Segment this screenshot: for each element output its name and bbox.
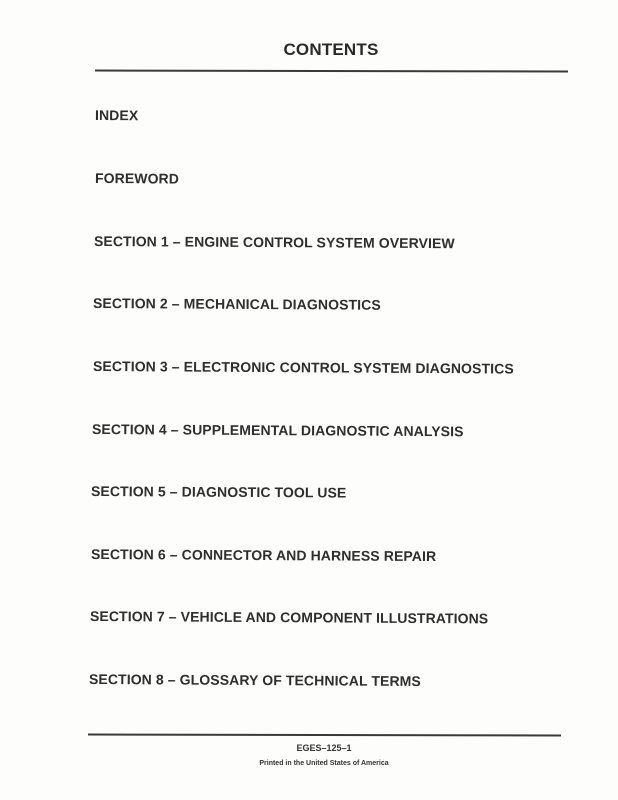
toc-item-section-5[interactable]: SECTION 5 – DIAGNOSTIC TOOL USE [90,483,347,501]
toc-item-foreword[interactable]: FOREWORD [94,170,180,187]
toc-item-section-6[interactable]: SECTION 6 – CONNECTOR AND HARNESS REPAIR [90,546,437,565]
toc-item-section-2[interactable]: SECTION 2 – MECHANICAL DIAGNOSTICS [92,295,381,313]
toc-item-index[interactable]: INDEX [94,107,139,124]
toc-item-section-3[interactable]: SECTION 3 – ELECTRONIC CONTROL SYSTEM DIAGNOSTICS [92,358,514,377]
footer-divider [88,734,561,737]
toc-item-section-8[interactable]: SECTION 8 – GLOSSARY OF TECHNICAL TERMS [88,671,421,690]
title-divider [95,70,568,73]
page-title: CONTENTS [283,40,379,59]
toc-item-section-4[interactable]: SECTION 4 – SUPPLEMENTAL DIAGNOSTIC ANALYSIS [91,421,464,440]
toc-item-section-1[interactable]: SECTION 1 – ENGINE CONTROL SYSTEM OVERVIEW [93,233,455,252]
printed-notice: Printed in the United States of America [259,760,389,767]
toc-item-section-7[interactable]: SECTION 7 – VEHICLE AND COMPONENT ILLUSTRATIONS [89,608,489,627]
document-code: EGES–125–1 [296,743,352,753]
